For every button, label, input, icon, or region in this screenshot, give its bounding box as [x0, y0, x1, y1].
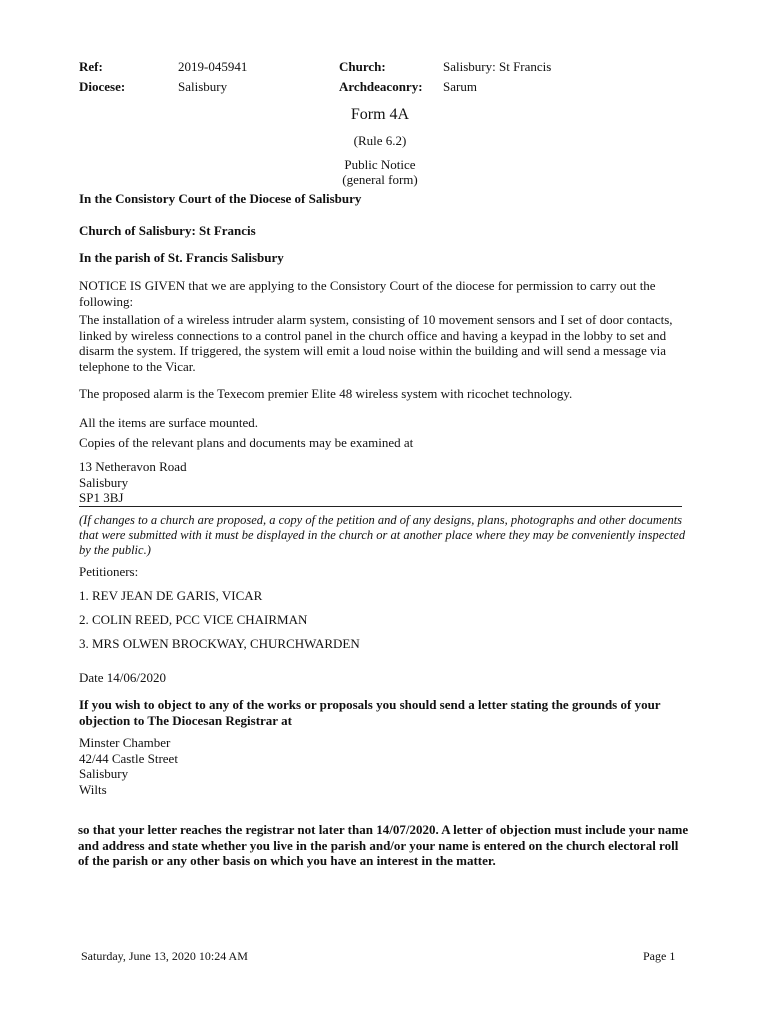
proposed-alarm-text: The proposed alarm is the Texecom premier Elite 48 wireless system with ricochet technology.: [79, 386, 573, 401]
address-line: 42/44 Castle Street: [79, 750, 178, 766]
church-heading: Church of Salisbury: St Francis: [79, 223, 256, 238]
public-notice-label: Public Notice: [344, 157, 416, 172]
surface-mounted-text: All the items are surface mounted.: [79, 415, 259, 430]
archdeaconry-value: Sarum: [443, 79, 477, 94]
general-form-label: (general form): [342, 172, 418, 187]
petitioner-item: 1. REV JEAN DE GARIS, VICAR: [79, 588, 263, 603]
notice-paragraph: NOTICE IS GIVEN that we are applying to the Consistory Court of the diocese for permission to carry out the following:: [79, 278, 656, 309]
objection-heading: If you wish to object to any of the works or proposals you should send a letter stating the grounds of your objection to The Diocesan Registrar at: [79, 697, 661, 728]
address-line: Salisbury: [79, 474, 129, 490]
address-line: Minster Chamber: [79, 735, 171, 750]
petitioner-item: 2. COLIN REED, PCC VICE CHAIRMAN: [79, 612, 308, 627]
archdeaconry-label: Archdeaconry:: [339, 79, 423, 94]
italic-note: (If changes to a church are proposed, a copy of the petition and of any designs, plans, photographs and other documents that were submitted with it must be displayed in the church or at another place where they may be conveniently inspected by the public.): [79, 513, 686, 557]
diocese-value: Salisbury: [178, 79, 228, 94]
inspection-address: [79, 459, 687, 506]
church-label: Church:: [339, 59, 386, 74]
address-line: SP1 3BJ: [79, 490, 124, 505]
registrar-address: [79, 735, 687, 797]
page-number: Page 1: [643, 949, 676, 963]
petitioners-label: Petitioners:: [79, 564, 139, 579]
date-line: Date 14/06/2020: [79, 670, 167, 685]
form-title: Form 4A: [350, 106, 410, 123]
court-heading: In the Consistory Court of the Diocese of Salisbury: [79, 191, 362, 206]
ref-label: Ref:: [79, 59, 103, 74]
footer-timestamp: Saturday, June 13, 2020 10:24 AM: [81, 949, 248, 963]
petitioner-item: 3. MRS OLWEN BROCKWAY, CHURCHWARDEN: [79, 636, 360, 651]
address-line: 13 Netheravon Road: [79, 459, 187, 474]
copies-text: Copies of the relevant plans and documents may be examined at: [79, 435, 414, 450]
form-rule: (Rule 6.2): [353, 133, 407, 148]
address-line: Wilts: [79, 781, 107, 797]
closing-paragraph: so that your letter reaches the registrar not later than 14/07/2020. A letter of objection must include your name and address and state whether you live in the parish and/or your name is entered on the church electoral roll of the parish or any other basis on which you have an interest in the matter.: [78, 822, 689, 868]
diocese-label: Diocese:: [79, 79, 126, 94]
parish-heading: In the parish of St. Francis Salisbury: [79, 250, 284, 265]
divider-line: [79, 506, 682, 507]
church-value: Salisbury: St Francis: [443, 59, 552, 74]
works-description: The installation of a wireless intruder alarm system, consisting of 10 movement sensors and I set of door contacts, linked by wireless connections to a control panel in the church office and having a keypad in the lobby to set and disarm the system. If triggered, the system will emit a loud noise within the building and will send a message via telephone to the Vicar.: [79, 312, 673, 374]
address-line: Salisbury: [79, 766, 129, 781]
ref-value: 2019-045941: [178, 59, 248, 74]
